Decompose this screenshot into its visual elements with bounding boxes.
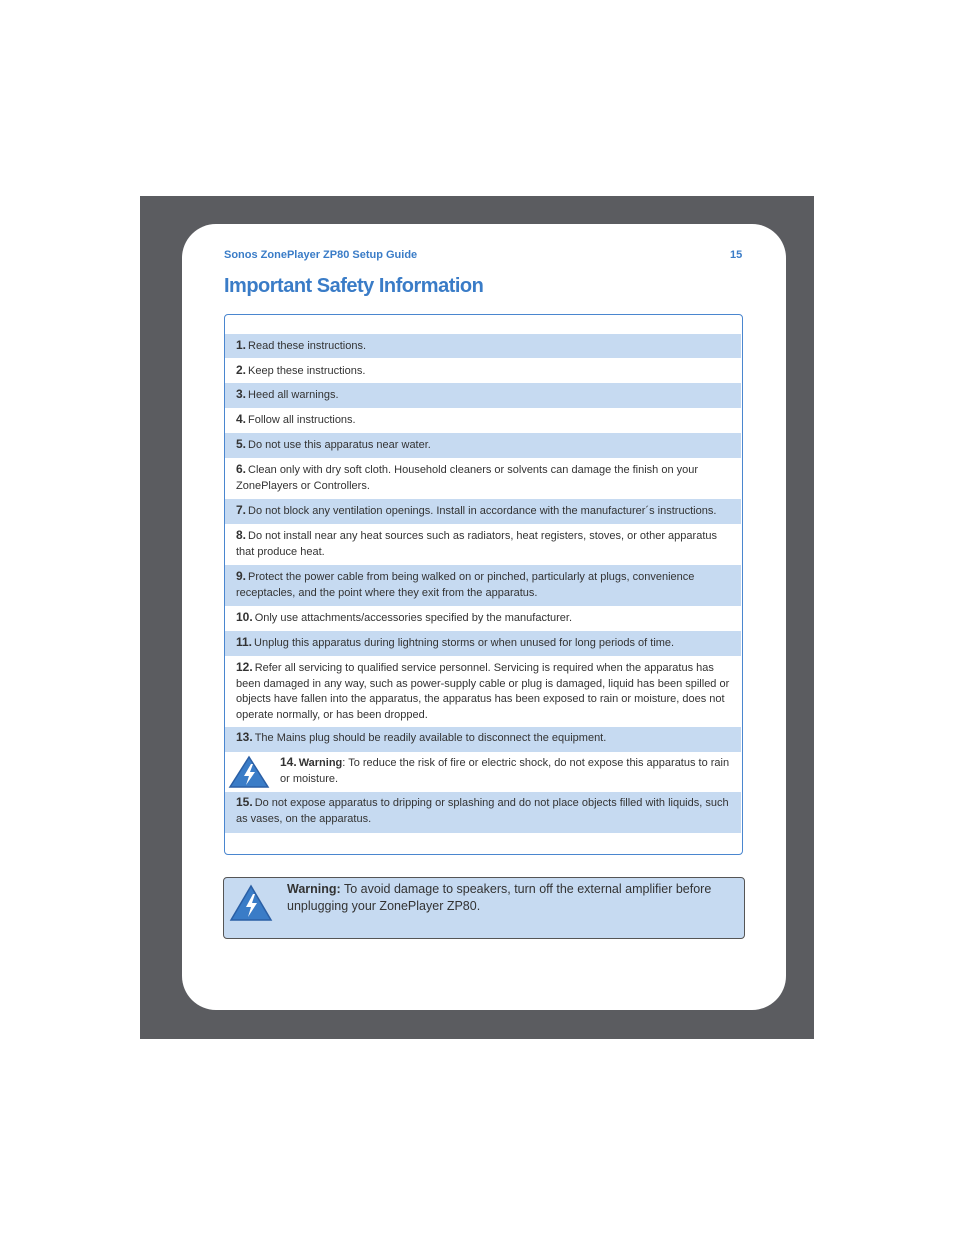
safety-list — [224, 314, 743, 855]
list-item: 1. Read these instructions. — [225, 334, 741, 358]
page-title: Important Safety Information — [224, 275, 484, 297]
warning-callout — [223, 877, 745, 939]
list-item: 12. Refer all servicing to qualified service personnel. Servicing is required when the apparatus has been damaged in any way, such as power-supply cable or plug is damaged, liquid has been spilled or objects have fallen into the apparatus, the apparatus has been exposed to rain or moisture, does not operate normally, or has been dropped. — [236, 660, 730, 721]
electric-shock-warning-icon — [229, 884, 273, 922]
list-item: 2. Keep these instructions. — [236, 363, 366, 377]
list-item: 3. Heed all warnings. — [225, 383, 741, 408]
guide-title: Sonos ZonePlayer ZP80 Setup Guide — [224, 249, 418, 261]
page-number: 15 — [730, 249, 743, 261]
list-item: 10. Only use attachments/accessories specified by the manufacturer. — [236, 610, 573, 624]
list-item: 9. Protect the power cable from being walked on or pinched, particularly at plugs, convenience receptacles, and the point where they exit from the apparatus. — [225, 565, 741, 606]
list-item: 13. The Mains plug should be readily available to disconnect the equipment. — [225, 727, 741, 752]
list-item: 5. Do not use this apparatus near water. — [225, 433, 741, 458]
callout-text: Warning: To avoid damage to speakers, turn off the external amplifier before unplugging your ZonePlayer ZP80. — [287, 882, 712, 913]
list-item: 6. Clean only with dry soft cloth. Household cleaners or solvents can damage the finish on your ZonePlayers or Controllers. — [236, 462, 699, 492]
list-item: 8. Do not install near any heat sources such as radiators, heat registers, stoves, or other apparatus that produce heat. — [236, 528, 717, 558]
list-item-warning: 14. Warning: To reduce the risk of fire or electric shock, do not expose this apparatus to rain or moisture. — [225, 752, 741, 792]
list-item: 15. Do not expose apparatus to dripping or splashing and do not place objects filled with liquids, such as vases, on the apparatus. — [225, 792, 741, 833]
list-item: 11. Unplug this apparatus during lightning storms or when unused for long periods of time. — [225, 631, 741, 656]
list-item: 4. Follow all instructions. — [236, 412, 356, 426]
list-item: 7. Do not block any ventilation openings. Install in accordance with the manufacturer´s instructions. — [225, 499, 741, 524]
electric-shock-warning-icon — [228, 755, 270, 789]
